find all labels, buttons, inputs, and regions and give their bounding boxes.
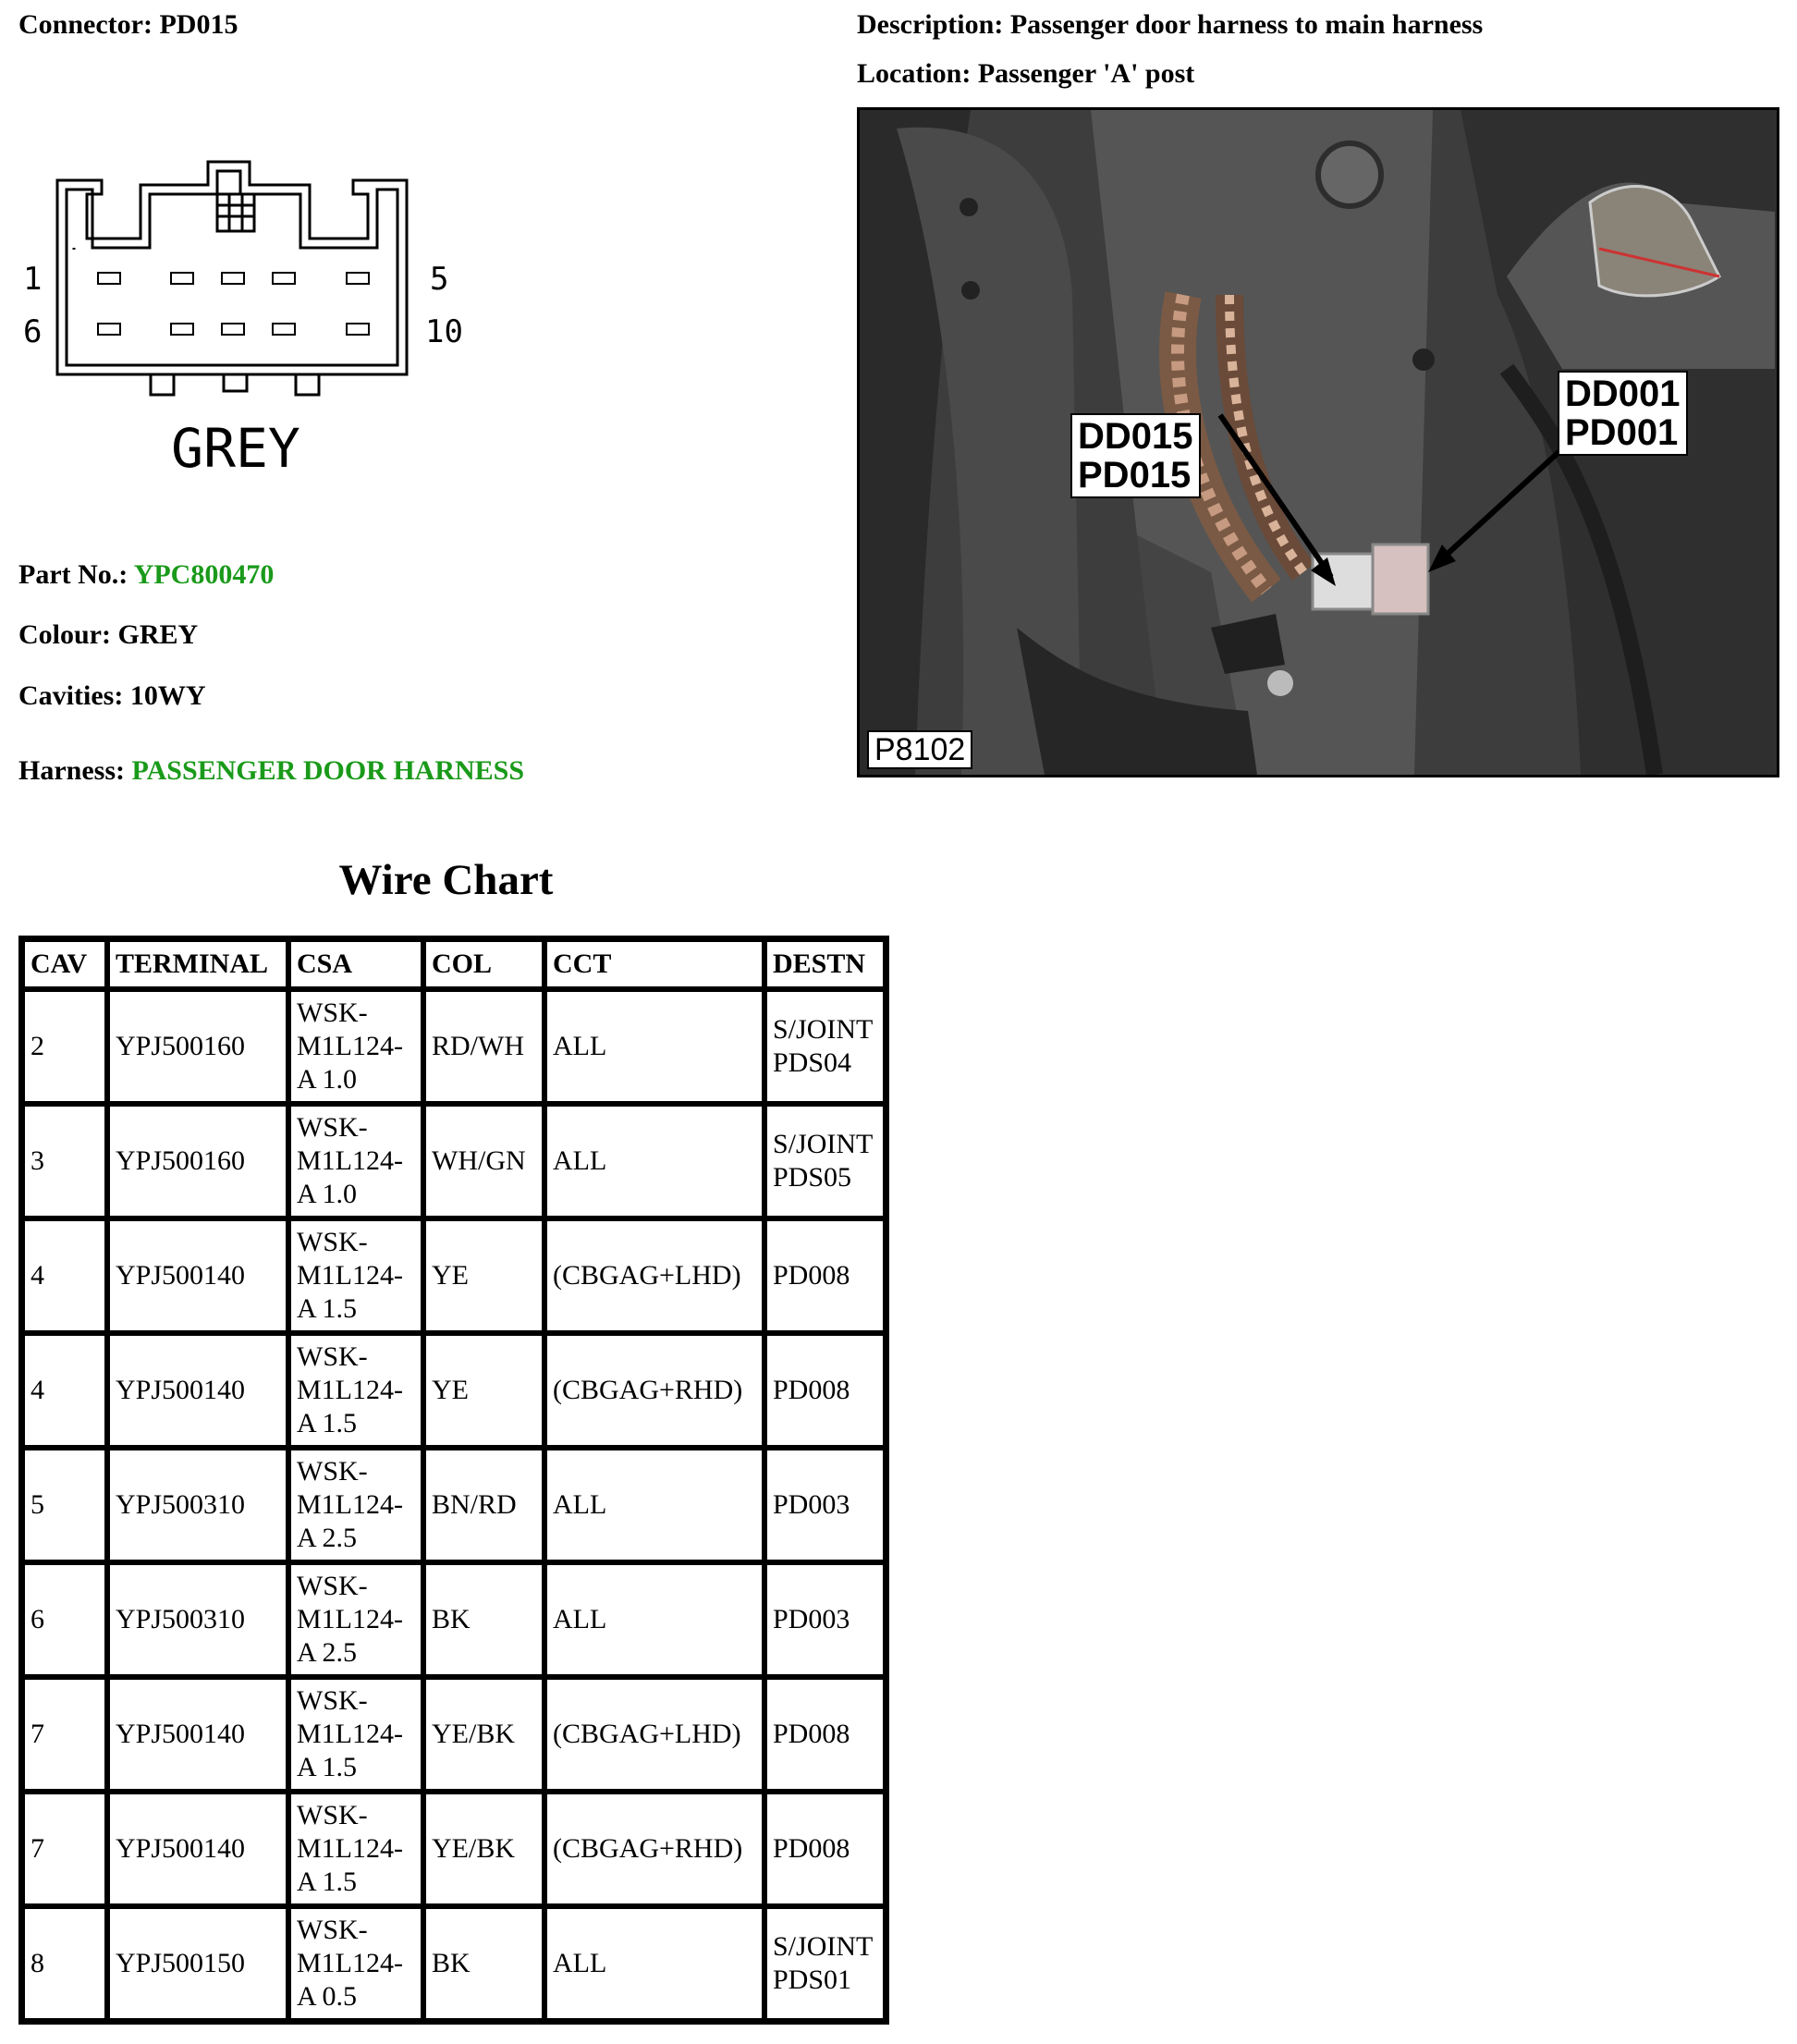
table-row xyxy=(22,1218,886,1333)
cell-col: YE/BK xyxy=(423,1677,544,1792)
cell-destn: S/JOINT PDS01 xyxy=(764,1906,886,2021)
column-header-csa: CSA xyxy=(288,939,423,989)
cell-cav: 5 xyxy=(22,1448,107,1562)
connector-label: Connector: xyxy=(18,9,153,40)
cavities-line xyxy=(18,680,205,712)
cavities-label: Cavities: xyxy=(18,680,124,711)
callout-dd001-pd001 xyxy=(1558,371,1688,456)
column-header-destn: DESTN xyxy=(764,939,886,989)
pin-label-6: 6 xyxy=(23,313,43,350)
table-row xyxy=(22,989,886,1104)
cell-cav: 3 xyxy=(22,1104,107,1218)
location-value: Passenger 'A' post xyxy=(977,58,1195,89)
cell-col: YE xyxy=(423,1218,544,1333)
colour-label: Colour: xyxy=(18,619,111,650)
location-line xyxy=(857,58,1194,90)
cell-cct: ALL xyxy=(544,1906,764,2021)
harness-label: Harness: xyxy=(18,755,125,786)
cell-cct: ALL xyxy=(544,1562,764,1677)
cell-cav: 7 xyxy=(22,1677,107,1792)
cell-csa: WSK-M1L124-A 1.0 xyxy=(288,1104,423,1218)
column-header-terminal: TERMINAL xyxy=(107,939,288,989)
colour-line xyxy=(18,619,198,651)
cell-cct: ALL xyxy=(544,989,764,1104)
cell-cav: 4 xyxy=(22,1333,107,1448)
part-no-line xyxy=(18,559,274,591)
cell-csa: WSK-M1L124-A 1.5 xyxy=(288,1792,423,1906)
callout-left-line-1: DD015 xyxy=(1078,416,1193,457)
cell-cav: 4 xyxy=(22,1218,107,1333)
cell-csa: WSK-M1L124-A 2.5 xyxy=(288,1448,423,1562)
cell-csa: WSK-M1L124-A 1.5 xyxy=(288,1218,423,1333)
cell-terminal: YPJ500140 xyxy=(107,1218,288,1333)
callout-right-line-1: DD001 xyxy=(1565,373,1681,414)
cell-csa: WSK-M1L124-A 1.5 xyxy=(288,1677,423,1792)
callout-left-line-2: PD015 xyxy=(1078,455,1192,496)
table-row xyxy=(22,1792,886,1906)
connector-line xyxy=(18,9,238,41)
part-no-label: Part No.: xyxy=(18,559,128,590)
cell-destn: PD008 xyxy=(764,1333,886,1448)
cell-cct: ALL xyxy=(544,1104,764,1218)
cell-col: YE/BK xyxy=(423,1792,544,1906)
cell-cct: (CBGAG+RHD) xyxy=(544,1333,764,1448)
cell-csa: WSK-M1L124-A 0.5 xyxy=(288,1906,423,2021)
cell-terminal: YPJ500160 xyxy=(107,989,288,1104)
table-row xyxy=(22,1677,886,1792)
cell-terminal: YPJ500310 xyxy=(107,1448,288,1562)
wire-chart-table xyxy=(18,936,889,2025)
cell-col: BK xyxy=(423,1906,544,2021)
cell-terminal: YPJ500150 xyxy=(107,1906,288,2021)
cell-col: RD/WH xyxy=(423,989,544,1104)
pin-label-5: 5 xyxy=(430,261,449,298)
cell-col: BN/RD xyxy=(423,1448,544,1562)
colour-value: GREY xyxy=(117,619,199,650)
cell-col: YE xyxy=(423,1333,544,1448)
cell-cct: ALL xyxy=(544,1448,764,1562)
part-no-link[interactable]: YPC800470 xyxy=(133,559,275,590)
description-value: Passenger door harness to main harness xyxy=(1009,9,1484,40)
cell-cav: 2 xyxy=(22,989,107,1104)
table-row xyxy=(22,1333,886,1448)
cell-destn: PD003 xyxy=(764,1448,886,1562)
diagram-colour-caption: GREY xyxy=(171,417,300,480)
description-label: Description: xyxy=(857,9,1004,40)
pin-label-1: 1 xyxy=(23,261,43,298)
connector-face-diagram xyxy=(18,153,499,504)
column-header-col: COL xyxy=(423,939,544,989)
cell-terminal: YPJ500310 xyxy=(107,1562,288,1677)
cell-col: WH/GN xyxy=(423,1104,544,1218)
cell-cct: (CBGAG+RHD) xyxy=(544,1792,764,1906)
cell-cav: 6 xyxy=(22,1562,107,1677)
cell-destn: S/JOINT PDS05 xyxy=(764,1104,886,1218)
pin-label-10: 10 xyxy=(425,313,463,350)
wire-chart-title: Wire Chart xyxy=(338,856,554,904)
cell-cct: (CBGAG+LHD) xyxy=(544,1218,764,1333)
cell-terminal: YPJ500140 xyxy=(107,1792,288,1906)
location-label: Location: xyxy=(857,58,972,89)
location-photo xyxy=(857,107,1779,777)
cell-terminal: YPJ500160 xyxy=(107,1104,288,1218)
description-line xyxy=(857,9,1483,41)
cell-col: BK xyxy=(423,1562,544,1677)
cell-destn: PD008 xyxy=(764,1792,886,1906)
harness-line xyxy=(18,755,524,787)
cell-cav: 8 xyxy=(22,1906,107,2021)
cell-cct: (CBGAG+LHD) xyxy=(544,1677,764,1792)
cell-csa: WSK-M1L124-A 1.0 xyxy=(288,989,423,1104)
callout-right-line-2: PD001 xyxy=(1565,412,1679,453)
column-header-cct: CCT xyxy=(544,939,764,989)
cell-cav: 7 xyxy=(22,1792,107,1906)
cell-terminal: YPJ500140 xyxy=(107,1677,288,1792)
cell-destn: PD008 xyxy=(764,1218,886,1333)
cell-csa: WSK-M1L124-A 1.5 xyxy=(288,1333,423,1448)
table-row xyxy=(22,1562,886,1677)
cell-csa: WSK-M1L124-A 2.5 xyxy=(288,1562,423,1677)
callout-dd015-pd015 xyxy=(1070,413,1201,498)
column-header-cav: CAV xyxy=(22,939,107,989)
cell-destn: S/JOINT PDS04 xyxy=(764,989,886,1104)
harness-link[interactable]: PASSENGER DOOR HARNESS xyxy=(131,755,525,786)
table-row xyxy=(22,1448,886,1562)
table-row xyxy=(22,1104,886,1218)
cell-destn: PD008 xyxy=(764,1677,886,1792)
cavities-value: 10WY xyxy=(129,680,206,711)
photo-figure-id: P8102 xyxy=(867,730,972,769)
connector-value: PD015 xyxy=(159,9,238,40)
table-row xyxy=(22,1906,886,2021)
cell-destn: PD003 xyxy=(764,1562,886,1677)
table-header-row xyxy=(22,939,886,989)
cell-terminal: YPJ500140 xyxy=(107,1333,288,1448)
